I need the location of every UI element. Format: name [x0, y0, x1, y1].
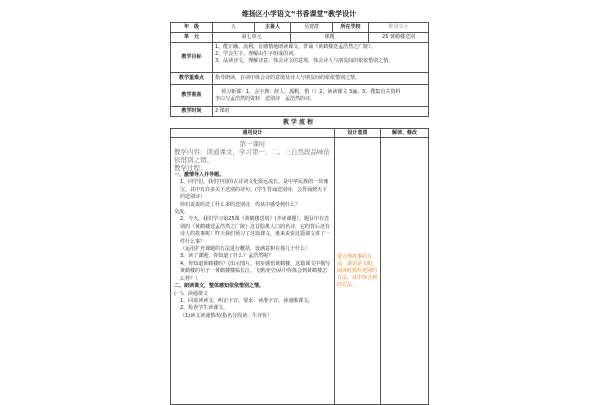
document-title: 维扬区小学语文“书香课堂”教学设计 [241, 10, 357, 18]
paragraph-1: 1、同学们，我们中国的古诗词文化源远流长，是中华民族的一块瑰宝。其中有许多关于送别的诗句。(学生背诵送别诗，会背诵到天下的送别诗） [180, 179, 329, 201]
paragraph-6: 1、同桌读读文，纠正字音，要求：读准字音，读通顺课文。 [180, 297, 314, 304]
preparer-label: 主备人 [255, 23, 291, 33]
session-heading: 第一课时 [239, 140, 266, 148]
goal-line-1: 1、能正确、流利、有感情地朗读课文，背诵《黄鹤楼送孟浩然之广陵》。 [215, 44, 376, 50]
prep-line-1: 预习新课：1、会字典：辞人、孤帆、惜（）2、读读课文 3遍。5、搜集有关资料 [221, 88, 401, 95]
school-value: 维扬实小 [369, 23, 429, 33]
paragraph-1c: 交流。 [174, 209, 190, 216]
topic-label: 课题 [291, 33, 369, 43]
preparer-value: 吴建群 [291, 23, 333, 33]
paragraph-5: (一)、读通课文 [174, 290, 208, 297]
paragraph-8: （1)读文读通情况(指名分段读，生评价） [180, 312, 273, 319]
grade-label: 年 级 [171, 23, 213, 33]
lesson-process: 教学过程： [174, 164, 207, 172]
grade-value: 五 [213, 23, 255, 33]
col-general-header: 通用设计 [171, 129, 335, 138]
paragraph-7: 2、检查学生读课文。 [180, 305, 229, 312]
step-1-heading: 一、激情导入并导题。 [174, 172, 225, 178]
flow-title: 教学流程 [282, 119, 315, 126]
paragraph-2: 2、今天，我们学习第25课《黄鹤楼送别》(齐读课题）。题目中有送别的《黄鹤楼送孟浩然之广陵》这首脍炙人口的名诗，它的背后还有诗人的故事呢！昨天我们预习了这篇课文，谁来说说这篇课文讲了一件什么事？ [180, 216, 331, 245]
paragraph-3: 3、读了课题，你知道了什么？孟浩然呢？ [180, 253, 274, 260]
paragraph-4: 4、你知道黄鹤楼吗？(出示图片、初步感悟黄鹤楼，这篇课文中描写黄鹤楼的句子一黄鹤楼楼临长江，飞檐凌空)从中你体会到黄鹤楼怎么样？） [180, 260, 331, 282]
lesson-info-table [170, 22, 429, 117]
key-points-value: 指导朗读，在读中体会诗的意境及诗人与朋友间的依依惜别之情。 [213, 73, 429, 85]
school-label: 所在学校 [333, 23, 369, 33]
unit-value: 第七单元 [213, 33, 291, 43]
prep-label: 教学准备 [171, 85, 213, 107]
lesson-content: 教学内容：读通课文，学习第一、二、三自然段品味依依惜别之情。 [174, 148, 330, 164]
col-intent-header: 设计意图 [335, 129, 381, 138]
paragraph-1b: 你们说说吗送了什么多的送别诗，你从中感受到什么？ [180, 201, 301, 208]
goal-line-2: 2、学会生字，理解由生字组成的词。 [215, 51, 299, 57]
step-2-heading: 二、朗读课文，整体感知依依惜别之情。 [174, 283, 265, 290]
design-intent [335, 138, 381, 405]
topic-value: 25 黄鹤楼送别 [369, 33, 429, 43]
unit-label: 单 元 [171, 33, 213, 43]
revise-notes [381, 138, 429, 405]
paragraph-2b: （运用扩充课题的方法进行概括，设满意和在那儿干什么） [180, 246, 311, 253]
col-revise-header: 解读、修改 [381, 129, 429, 138]
goals-content [213, 43, 429, 73]
design-intent-text: 借合理故事的方法，谈话是文眼，阅读时抓住送别的方法，从中体会到的方法。 [337, 253, 378, 288]
goal-line-3: 3、品读诗文，理解诗意，体会诗文的意境，体会诗人与朋友间的依依惜别之情。 [215, 58, 394, 64]
lesson-flow-table [170, 128, 429, 405]
key-points-label: 教学重难点 [171, 73, 213, 85]
time-value: 2 课时 [213, 107, 429, 117]
goals-label: 教学目标 [171, 43, 213, 73]
prep-content [213, 85, 429, 107]
prep-line-2: 李白与孟浩然的资料 送别诗 孟浩然的诗。 [215, 95, 316, 102]
document-page [170, 0, 428, 400]
time-label: 教学时间 [171, 107, 213, 117]
lesson-body [171, 138, 335, 405]
